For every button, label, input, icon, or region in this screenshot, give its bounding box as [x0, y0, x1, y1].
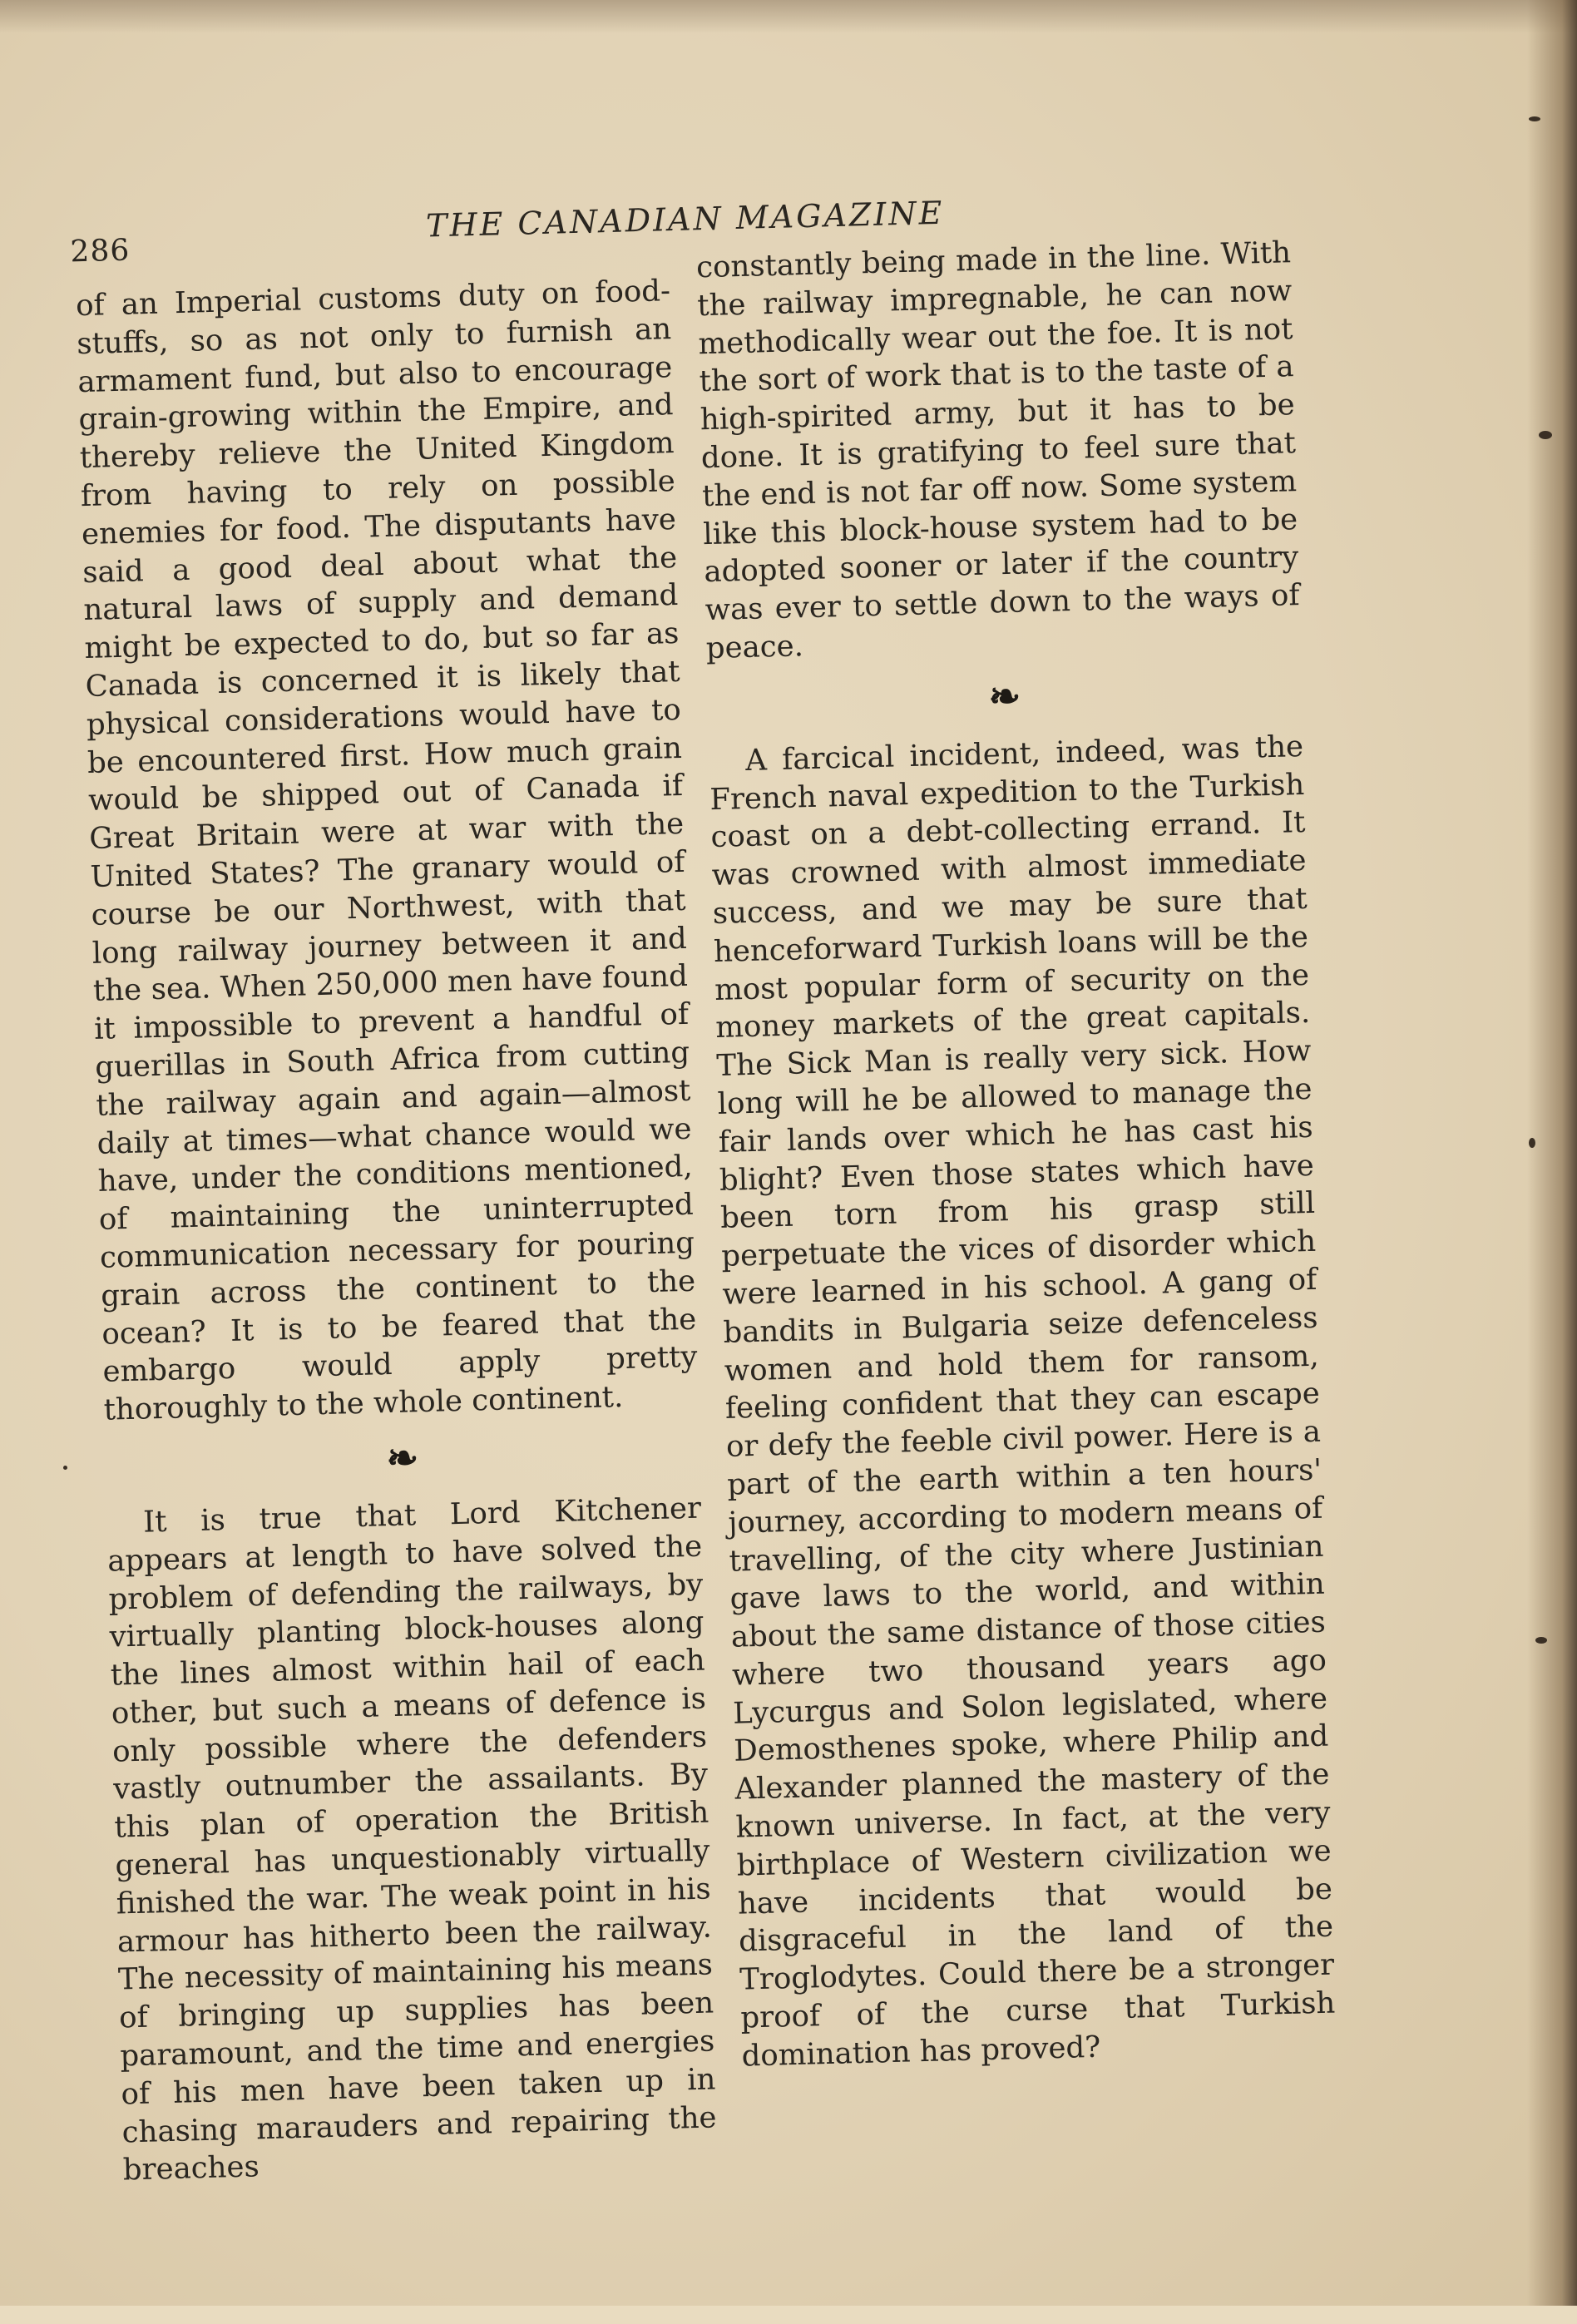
paper-speck — [1539, 431, 1552, 439]
paper-speck — [63, 1466, 67, 1470]
running-head: THE CANADIAN MAGAZINE — [425, 194, 945, 245]
right-column — [696, 234, 1337, 2075]
left-column — [76, 272, 719, 2190]
left-paragraph-1: of an Imperial customs duty on food-stuffs, so as not only to furnish an armament fund, but also to encourage grain-growing within the Empire, and thereby relieve the United Kingdom from having to rely on possible enemies for food. The disputants have said a good deal about what the natural laws of supply and demand might be expected to do, but so far as Canada is concerned it is likely that physical considerations would have to be encountered first. How much grain would be shipped out of Canada if Great Britain were at war with the United States? The granary would of course be our Northwest, with that long railway journey between it and the sea. When 250,000 men have found it impossible to prevent a handful of guerillas in South Africa from cutting the railway again and again—almost daily at times—what chance would we have, under the conditions mentioned, of maintaining the uninterrupted communication necessary for pouring grain across the continent to the ocean? It is to be feared that the embargo would apply pretty thoroughly to the whole continent. — [75, 274, 698, 1427]
section-ornament-icon: ❧ — [385, 1435, 419, 1481]
right-paragraph-1: constantly being made in the line. With the railway impregnable, he can now methodically wear out the foe. It is not the sort of work that is to the taste of a high-spirited army, but it has to be done. It is gratifying to feel sure that the end is not far off now. Some system like this block-house system had to be adopted sooner or later if the country was ever to settle down to the ways of peace. — [695, 235, 1300, 666]
paper-speck — [1529, 1138, 1535, 1148]
paper-speck — [1535, 1637, 1547, 1644]
left-paragraph-2: It is true that Lord Kitchener appears at length to have solved the problem of defending the railways, by virtually planting block-houses along the lines almost within hail of each other, but such a means of defence is only possible where the defenders vastly outnumber the assailants. By this plan of operation the British general has unquestionably virtually finished the war. The weak point in his armour has hitherto been the railway. The necessity of maintaining his means of bringing up supplies has been paramount, and the time and energies of his men have been taken up in chasing marauders and repairing the breaches — [106, 1491, 718, 2188]
section-ornament-icon: ❧ — [987, 673, 1021, 719]
page-number: 286 — [69, 233, 131, 269]
right-paragraph-2: A farcical incident, indeed, was the French naval expedition to the Turkish coast on a debt-collecting errand. It was crowned with almost immediate success, and we may be sure that henceforward Turkish loans will be the most popular form of security on the money markets of the great capitals. The Sick Man is really very sick. How long will he be allowed to manage the fair lands over which he has cast his blight? Even those states which have been torn from his grasp still perpetuate the vices of disorder which were learned in his school. A gang of bandits in Bulgaria seize defenceless women and hold them for ransom, feeling confident that they can escape or defy the feeble civil power. Here is a part of the earth within a ten hours' journey, according to modern means of travelling, of the city where Justinian gave laws to the world, and within about the same distance of those cities where two thousand years ago Lycurgus and Solon legislated, where Demosthenes spoke, where Philip and Alexander planned the mastery of the known universe. In fact, at the very birthplace of Western civilization we have incidents that would be disgraceful in the land of the Troglodytes. Could there be a stronger proof of the curse that Turkish domination has proved? — [709, 729, 1336, 2074]
paper-speck — [1529, 116, 1540, 121]
